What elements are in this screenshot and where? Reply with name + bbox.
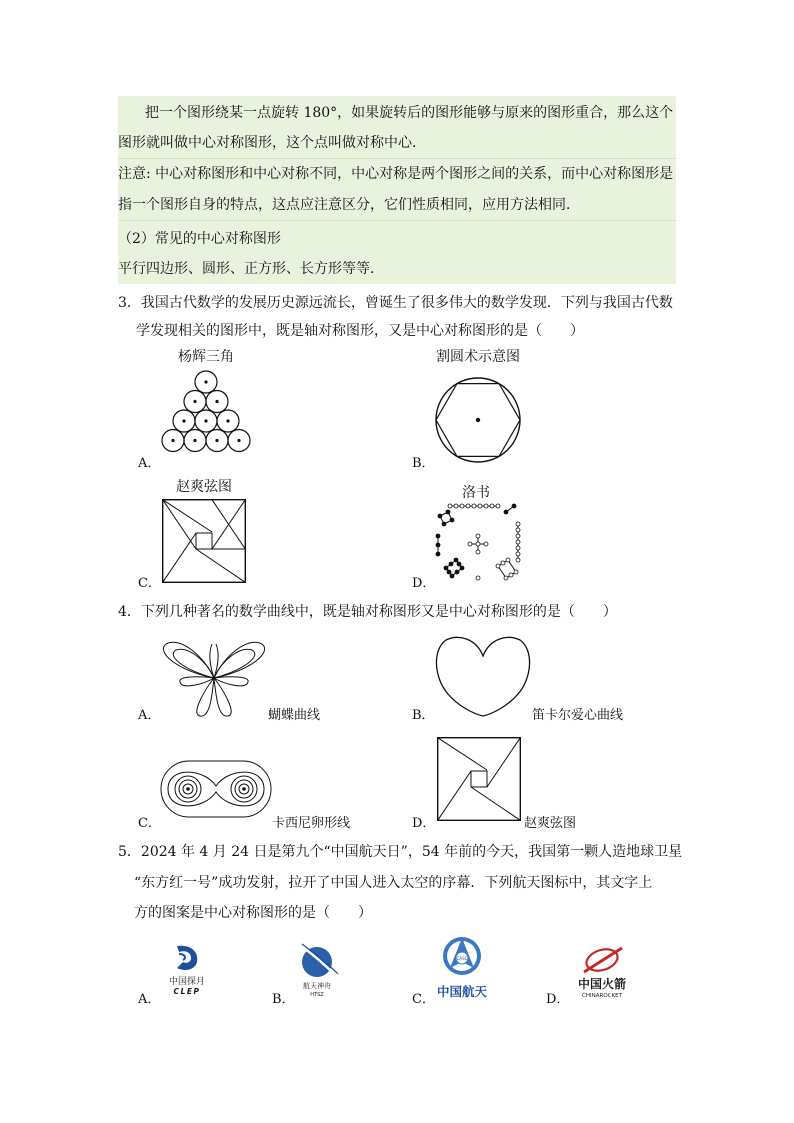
yang-hui-dot — [215, 439, 218, 442]
q3a-title: 杨辉三角 — [178, 349, 234, 365]
htsz-logo-en: HTSZ — [310, 992, 324, 998]
luo-shu-dot — [504, 510, 508, 514]
q3-option-c-label[interactable]: C． — [138, 576, 161, 591]
luo-shu-dot — [466, 504, 470, 508]
luo-shu-dot — [516, 558, 520, 562]
note-divider — [118, 158, 676, 159]
luo-shu-dot — [468, 542, 472, 546]
note-p3: （2）常见的中心对称图形 — [118, 231, 281, 247]
q5-stem-line2: “东方红一号”成功发射，拉开了中国人进入太空的序幕．下列航天图标中，其文字上 — [134, 875, 653, 891]
q4-option-b-label[interactable]: B． — [412, 708, 435, 723]
q3d-title: 洛书 — [462, 485, 490, 501]
luo-shu-dot — [455, 570, 459, 574]
yang-hui-dot — [204, 380, 207, 383]
cassini-oval-figure — [160, 760, 272, 818]
casc-logo-en: CASC — [456, 956, 468, 961]
q3-option-b-label[interactable]: B． — [412, 456, 435, 471]
luo-shu-dot — [446, 510, 450, 514]
clep-logo-en: CLEP — [173, 987, 201, 996]
luo-shu-dot — [506, 558, 510, 562]
casc-logo — [434, 934, 490, 1000]
yang-hui-dot — [237, 439, 240, 442]
yang-hui-dot — [226, 419, 229, 422]
clep-logo-cn: 中国探月 — [168, 977, 206, 987]
q5-stem-line1: 5．2024 年 4 月 24 日是第九个“中国航天日”，54 年前的今天，我国第一颗人造地球卫星 — [118, 844, 683, 860]
q5-option-d-label[interactable]: D． — [546, 992, 570, 1007]
note-p1-line1: 把一个图形绕某一点旋转 180°，如果旋转后的图形能够与原来的图形重合，那么这个 — [145, 105, 674, 121]
luo-shu-dot — [476, 576, 480, 580]
q4-stem: 4．下列几种著名的数学曲线中，既是轴对称图形又是中心对称图形的是（ ） — [118, 604, 617, 620]
luo-shu-dot — [476, 534, 480, 538]
zhao-shuang-diagram-c — [162, 499, 246, 583]
knowledge-note-box — [118, 96, 676, 284]
luo-shu-dot — [496, 504, 500, 508]
q5-option-c-label[interactable]: C． — [412, 992, 435, 1007]
q4-option-d-label[interactable]: D． — [412, 816, 436, 831]
luo-shu-dot — [454, 558, 458, 562]
q4-option-c-label[interactable]: C． — [138, 816, 161, 831]
luo-shu-dot — [484, 504, 488, 508]
note-p2-line2: 指一个图形自身的特点，这点应注意区分，它们性质相同，应用方法相同． — [118, 197, 580, 213]
luo-shu-dot — [449, 562, 453, 566]
luo-shu-dot — [516, 528, 520, 532]
note-p1-line2: 图形就叫做中心对称图形，这个点叫做对称中心． — [118, 135, 426, 151]
q5-option-b-label[interactable]: B． — [272, 992, 295, 1007]
circle-cutting-figure — [434, 376, 522, 464]
luo-shu-dot — [504, 576, 508, 580]
heart-curve-figure — [436, 634, 530, 718]
yang-hui-dot — [215, 400, 218, 403]
luo-shu-dot — [454, 504, 458, 508]
luo-shu-dot — [450, 518, 454, 522]
yang-hui-dot — [193, 439, 196, 442]
luo-shu-dot — [516, 540, 520, 544]
q3-stem-line1: 3．我国古代数学的发展历史源远流长，曾诞生了很多伟大的数学发现．下列与我国古代数 — [118, 295, 673, 311]
zhao-shuang-diagram-d — [437, 737, 521, 821]
q4-option-a-label[interactable]: A． — [138, 708, 161, 723]
luo-shu-dot — [501, 561, 505, 565]
luo-shu-dot — [457, 562, 461, 566]
luo-shu-dot — [447, 570, 451, 574]
luo-shu-dot — [516, 522, 520, 526]
q5-stem-line3: 方的图案是中心对称图形的是（ ） — [134, 905, 372, 921]
luo-shu-dot — [516, 534, 520, 538]
yang-hui-triangle-figure — [158, 370, 254, 466]
luo-shu-dot — [512, 504, 516, 508]
luo-shu-dot — [472, 504, 476, 508]
luo-shu-dot — [436, 534, 440, 538]
note-divider — [118, 220, 676, 221]
luo-shu-dot — [476, 550, 480, 554]
luo-shu-dot — [490, 504, 494, 508]
q3b-title: 割圆术示意图 — [436, 349, 520, 365]
q3-option-d-label[interactable]: D． — [412, 576, 436, 591]
htsz-logo-cn: 航天神舟 — [303, 982, 331, 990]
q3-stem-line2: 学发现相关的图形中，既是轴对称图形，又是中心对称图形的是（ ） — [136, 323, 584, 339]
q5-option-a-label[interactable]: A． — [138, 992, 161, 1007]
china-rocket-logo-en: CHINAROCKET — [582, 993, 622, 999]
yang-hui-dot — [193, 400, 196, 403]
yang-hui-dot — [204, 419, 207, 422]
htsz-logo — [294, 940, 340, 998]
luo-shu-dot — [442, 522, 446, 526]
luo-shu-dot — [496, 564, 500, 568]
china-rocket-logo — [570, 944, 634, 1000]
luo-shu-dot — [436, 543, 440, 547]
luo-shu-dot — [436, 552, 440, 556]
luo-shu-dot — [476, 542, 480, 546]
luo-shu-figure — [434, 502, 528, 584]
luo-shu-dot — [478, 504, 482, 508]
q3c-title: 赵爽弦图 — [176, 479, 232, 495]
luo-shu-dot — [450, 574, 454, 578]
casc-logo-cn: 中国航天 — [436, 984, 488, 999]
q4d-caption: 赵爽弦图 — [524, 816, 577, 831]
luo-shu-dot — [448, 504, 452, 508]
luo-shu-dot — [516, 546, 520, 550]
q4c-caption: 卡西尼卵形线 — [272, 816, 351, 831]
luo-shu-dot — [460, 504, 464, 508]
butterfly-curve-figure — [160, 636, 268, 720]
luo-shu-dot — [509, 573, 513, 577]
clep-logo — [163, 942, 211, 998]
note-p2-line1: 注意: 中心对称图形和中心对称不同，中心对称是两个图形之间的关系，而中心对称图形是 — [118, 166, 674, 182]
q3-option-a-label[interactable]: A． — [138, 456, 161, 471]
luo-shu-dot — [444, 566, 448, 570]
yang-hui-dot — [182, 419, 185, 422]
luo-shu-dot — [484, 542, 488, 546]
luo-shu-dot — [438, 514, 442, 518]
luo-shu-dot — [516, 552, 520, 556]
china-rocket-logo-cn: 中国火箭 — [577, 977, 627, 991]
luo-shu-dot — [514, 570, 518, 574]
note-p4: 平行四边形、圆形、正方形、长方形等等． — [118, 261, 384, 277]
q4b-caption: 笛卡尔爱心曲线 — [532, 708, 624, 723]
luo-shu-dot — [460, 566, 464, 570]
yang-hui-dot — [171, 439, 174, 442]
q4a-caption: 蝴蝶曲线 — [268, 708, 321, 723]
